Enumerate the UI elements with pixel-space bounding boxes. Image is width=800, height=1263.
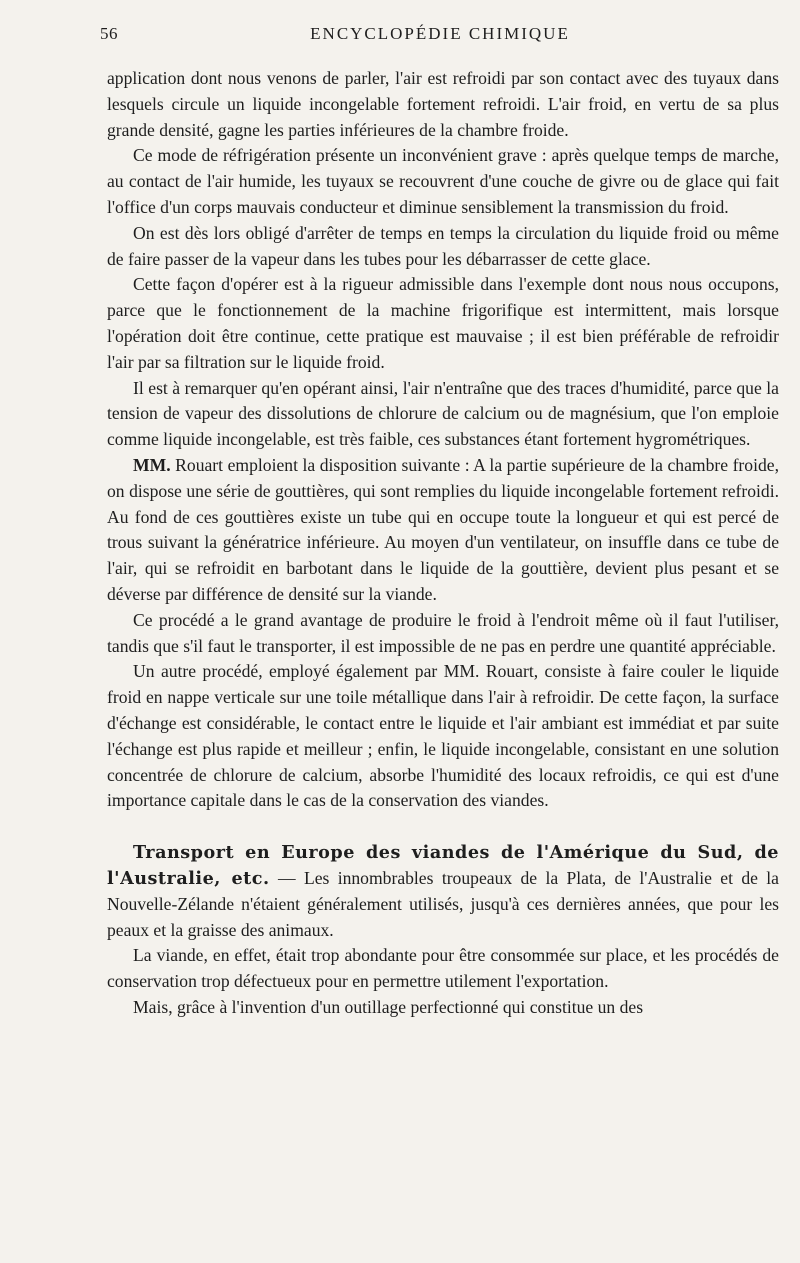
- paragraph: Cette façon d'opérer est à la rigueur admissible dans l'exemple dont nous nous occupons, parce que le fonctionnement de la machine frigorifique est intermittent, mais lorsque l'opération doit être continue, cette pratique est mauvaise ; il est bien préférable de refroidir l'air par sa filtration sur le liquide froid.: [107, 274, 779, 372]
- page-number: 56: [100, 24, 118, 43]
- running-title: ENCYCLOPÉDIE CHIMIQUE: [310, 24, 570, 43]
- paragraph: Ce procédé a le grand avantage de produire le froid à l'endroit même où il faut l'utiliser, tandis que s'il faut le transporter, il est impossible de ne pas en perdre une quantité appréciable.: [107, 609, 779, 656]
- section-intro: — Les innombrables troupeaux de la Plata, de l'Australie et de la Nouvelle-Zélande n'étaient généralement utilisés, jusqu'à ces dernières années, que pour les peaux et la graisse des animaux.: [107, 867, 779, 940]
- paragraph: Un autre procédé, employé également par MM. Rouart, consiste à faire couler le liquide froid en nappe verticale sur une toile métallique dans l'air à refroidir. De cette façon, la surface d'échange est considérable, le contact entre le liquide et l'air ambiant est immédiat et par suite l'échange est plus rapide et meilleur ; enfin, le liquide incongelable, consistant en une solution concentrée de chlorure de calcium, absorbe l'humidité des locaux refroidis, ce qui est d'une importance capitale dans le cas de la conservation des viandes.: [107, 661, 779, 811]
- paragraph: Ce mode de réfrigération présente un inconvénient grave : après quelque temps de marche, au contact de l'air humide, les tuyaux se recouvrent d'une couche de givre ou de glace qui fait l'office d'un corps mauvais conducteur et diminue sensiblement la transmission du froid.: [107, 145, 779, 217]
- paragraph: Mais, grâce à l'invention d'un outillage perfectionné qui constitue un des: [133, 996, 644, 1017]
- paragraph: On est dès lors obligé d'arrêter de temps en temps la circulation du liquide froid ou même de faire passer de la vapeur dans les tubes pour les débarrasser de cette glace.: [107, 222, 779, 269]
- paragraph: La viande, en effet, était trop abondante pour être consommée sur place, et les procédés de conservation trop défectueux pour en permettre utilement l'exportation.: [107, 945, 779, 992]
- paragraph: Il est à remarquer qu'en opérant ainsi, l'air n'entraîne que des traces d'humidité, parce que la tension de vapeur des dissolutions de chlorure de calcium ou de magnésium, que l'on emploie comme liquide incongelable, est très faible, ces substances étant fortement hygrométriques.: [107, 377, 779, 450]
- body-text: [107, 66, 779, 1021]
- running-header: [100, 24, 780, 48]
- paragraph-lead: MM.: [133, 454, 171, 475]
- paragraph: [107, 453, 779, 608]
- section-heading: Transport en Europe des viandes de l'Amérique du Sud, de l'Australie, etc.: [107, 842, 779, 889]
- section-paragraph: [107, 840, 779, 943]
- paragraph: application dont nous venons de parler, l'air est refroidi par son contact avec des tuyaux dans lesquels circule un liquide incongelable fortement refroidi. L'air froid, en vertu de sa plus grande densité, gagne les parties inférieures de la chambre froide.: [107, 68, 779, 140]
- paragraph-body: Rouart emploient la disposition suivante : A la partie supérieure de la chambre froide, on dispose une série de gouttières, qui sont remplies du liquide incongelable fortement refroidi. Au fond de ces gouttières existe un tube qui en occupe toute la longueur et qui est percé de trous suivant la génératrice inférieure. Au moyen d'un ventilateur, on insuffle dans ce tube de l'air, qui se refroidit en barbotant dans le liquide de la gouttière, devient plus pesant et se déverse par différence de densité sur la viande.: [107, 454, 779, 604]
